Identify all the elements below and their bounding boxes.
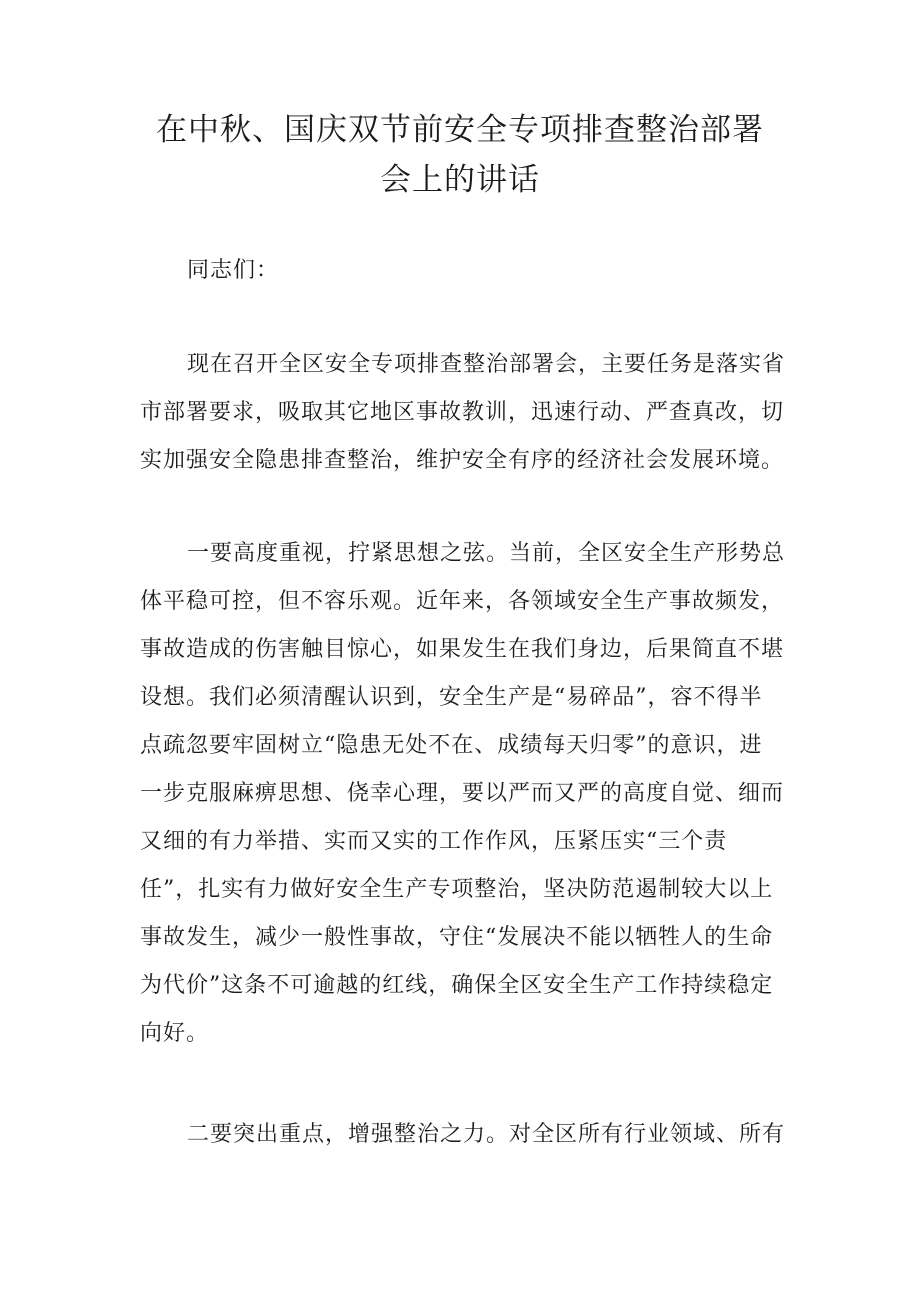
paragraph-line: 现在召开全区安全专项排查整治部署会，主要任务是落实省 <box>187 352 786 377</box>
paragraph-line: 向好。 <box>140 1021 210 1046</box>
paragraph-line: 一步克服麻痹思想、侥幸心理，要以严而又严的高度自觉、细而 <box>140 781 785 806</box>
paragraph-point-two <box>140 1111 790 1159</box>
paragraph-intro <box>140 341 790 485</box>
paragraph-line: 任”，扎实有力做好安全生产专项整治，坚决防范遏制较大以上 <box>140 877 774 902</box>
title-line-2: 会上的讲话 <box>380 162 540 198</box>
document-title <box>120 105 800 205</box>
salutation <box>140 247 790 295</box>
paragraph-line: 实加强安全隐患排查整治，维护安全有序的经济社会发展环境。 <box>140 448 785 473</box>
paragraph-line: 点疏忽要牢固树立“隐患无处不在、成绩每天归零”的意识，进 <box>140 733 763 758</box>
title-line-1: 在中秋、国庆双节前安全专项排查整治部署 <box>156 112 764 148</box>
paragraph-line: 一要高度重视，拧紧思想之弦。当前，全区安全生产形势总 <box>187 541 786 566</box>
paragraph-line: 为代价”这条不可逾越的红线，确保全区安全生产工作持续稳定 <box>140 973 774 998</box>
paragraph-line: 二要突出重点，增强整治之力。对全区所有行业领域、所有 <box>187 1122 786 1147</box>
paragraph-point-one <box>140 530 790 1058</box>
paragraph-line: 设想。我们必须清醒认识到，安全生产是“易碎品”，容不得半 <box>140 685 763 710</box>
paragraph-line: 市部署要求，吸取其它地区事故教训，迅速行动、严查真改，切 <box>140 400 785 425</box>
paragraph-line: 又细的有力举措、实而又实的工作作风，压紧压实“三个责 <box>140 829 728 854</box>
paragraph-line: 事故发生，减少一般性事故，守住“发展决不能以牺牲人的生命 <box>140 925 774 950</box>
salutation-text: 同志们： <box>187 258 280 283</box>
paragraph-line: 体平稳可控，但不容乐观。近年来，各领域安全生产事故频发， <box>140 589 785 614</box>
paragraph-line: 事故造成的伤害触目惊心，如果发生在我们身边，后果简直不堪 <box>140 637 785 662</box>
